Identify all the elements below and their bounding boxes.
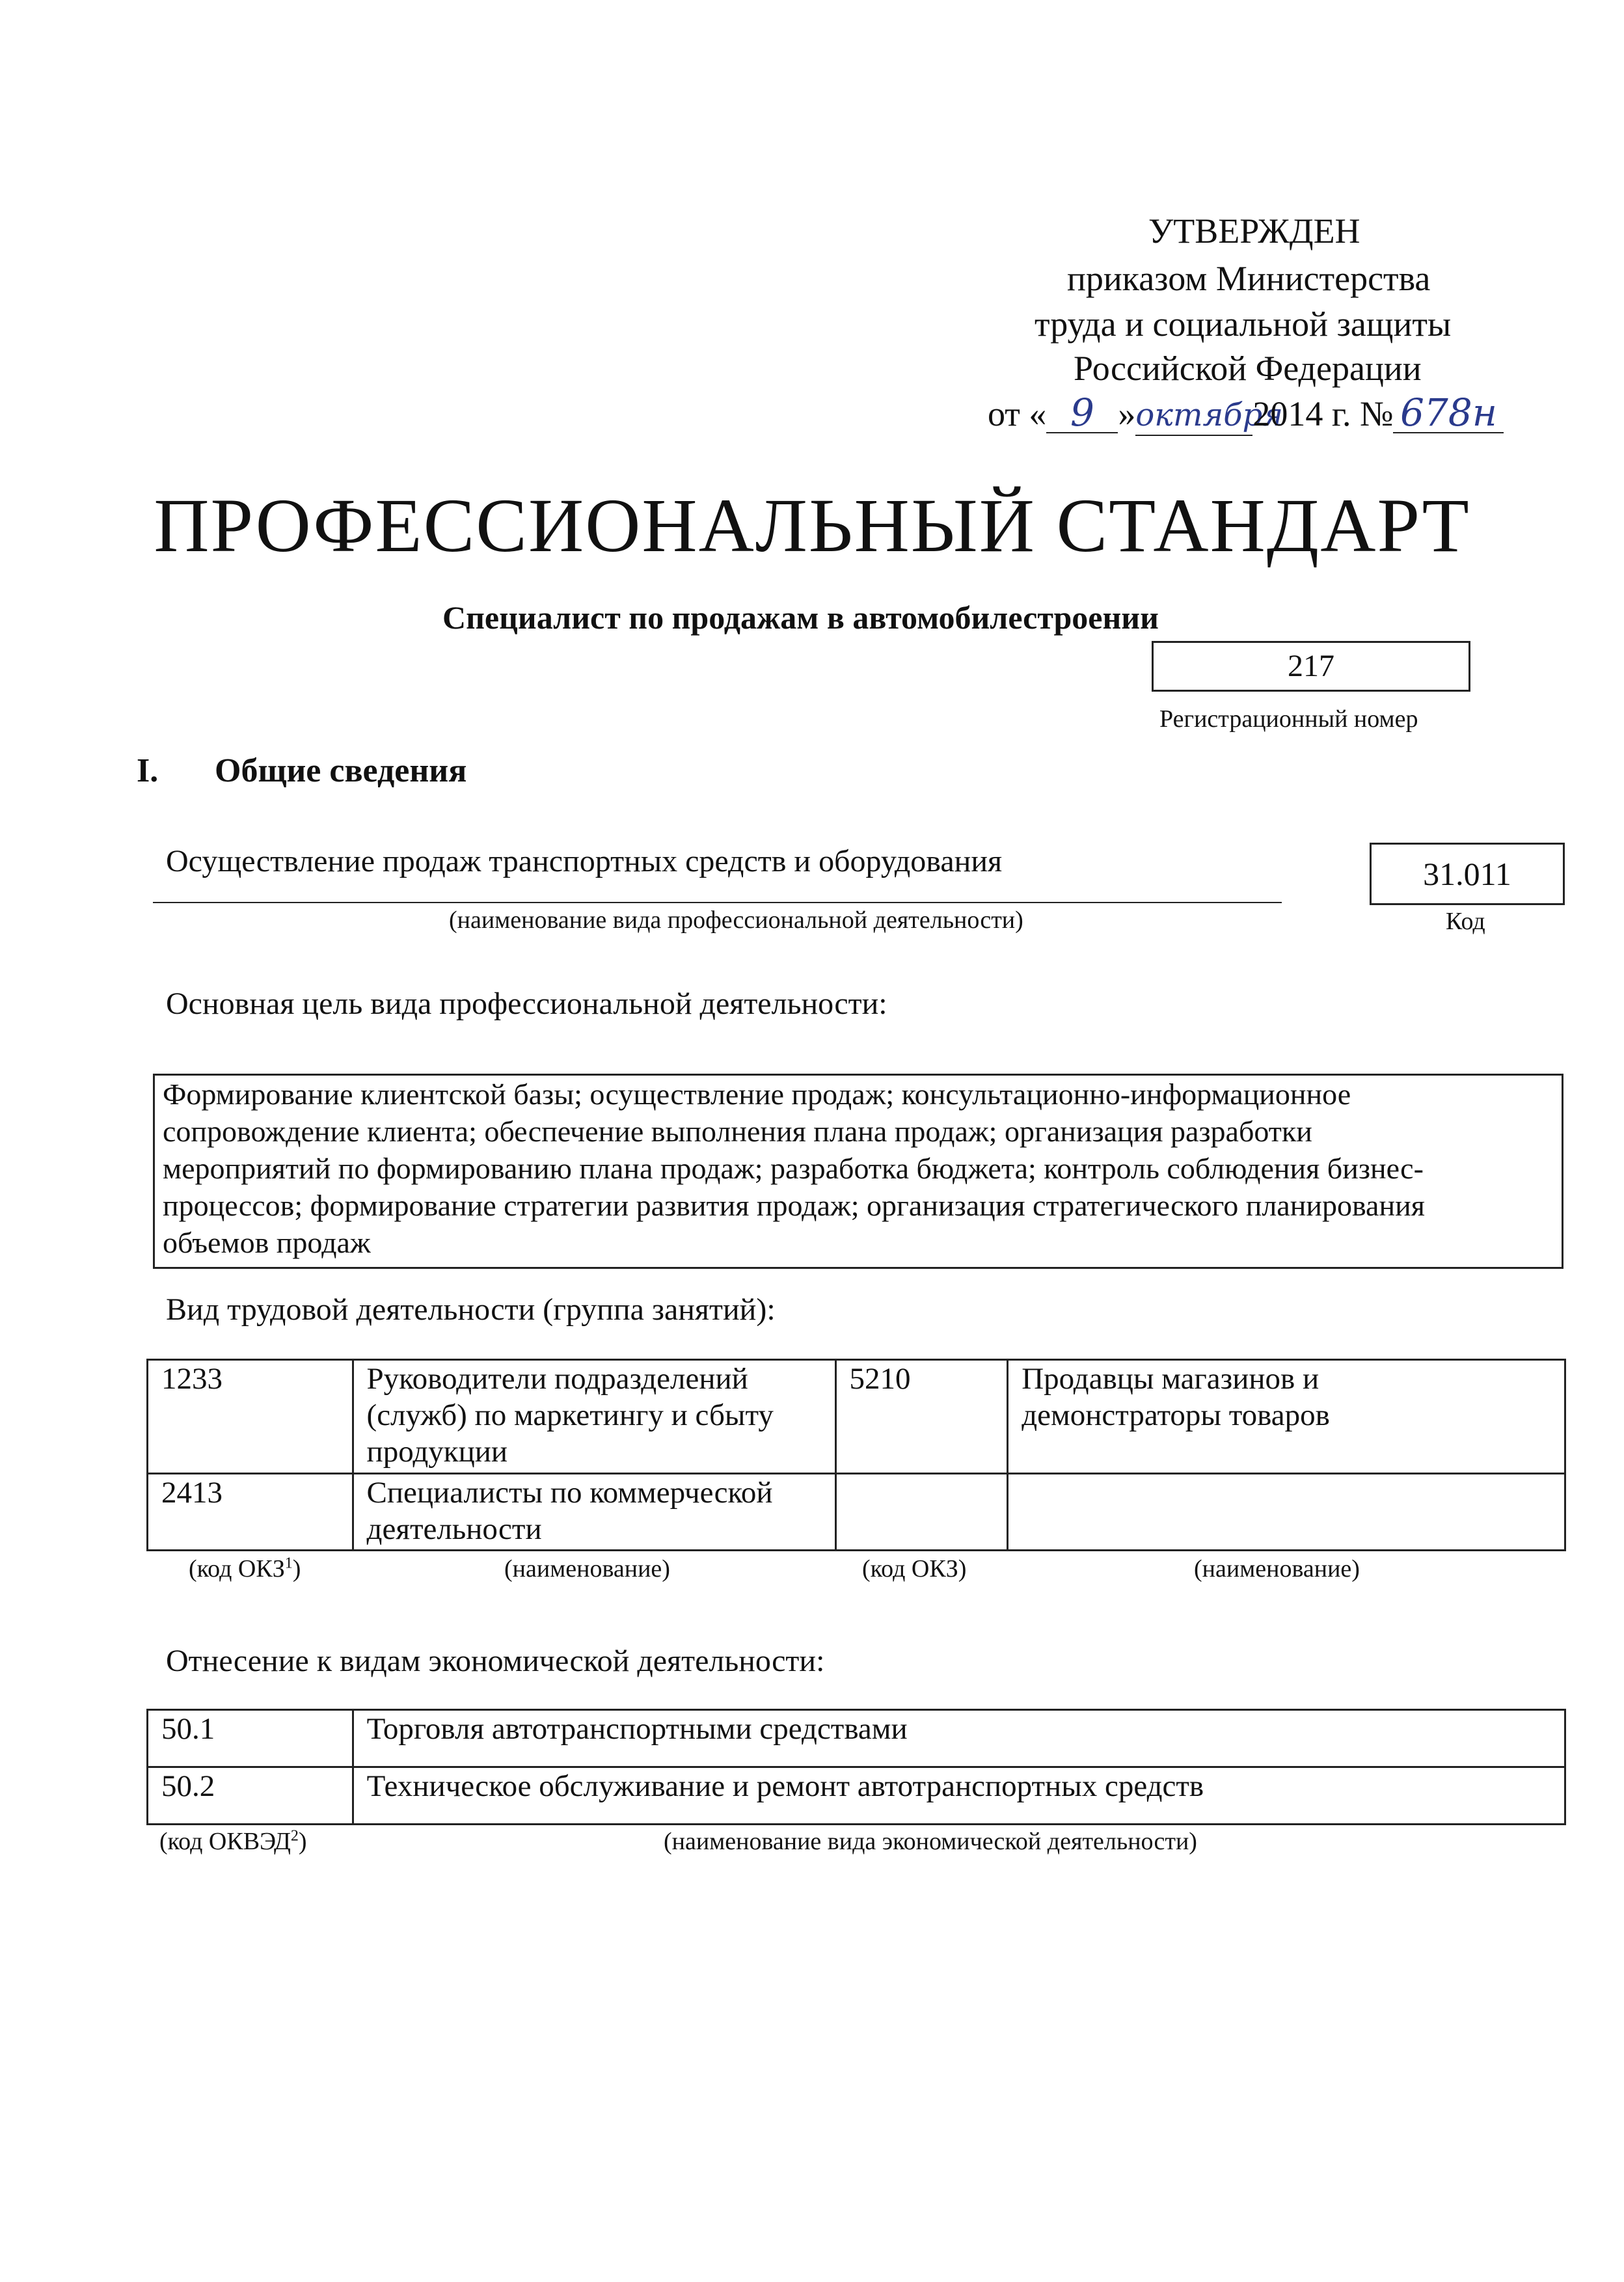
okz-code-cell: 2413 [148,1474,353,1551]
okz-name-line: деятельности [366,1512,542,1546]
okved-code-caption: (код ОКВЭД$^2$) [159,1827,307,1855]
okz-code-cell: 1233 [148,1360,353,1474]
okz-name-line: Специалисты по коммерческой [366,1476,773,1510]
economic-table [146,1709,1566,1825]
okved-code-cell: 50.1 [148,1710,353,1767]
goal-line: сопровождение клиента; обеспечение выполнения плана продаж; организация разработки [163,1115,1312,1148]
okz-name-cell [1008,1360,1565,1474]
approval-status: УТВЕРЖДЕН [1148,211,1360,251]
activity-underline [153,902,1282,903]
okz-name-line: демонстраторы товаров [1022,1398,1330,1432]
okz-code-cell: 5210 [835,1360,1008,1474]
activity-name: Осуществление продаж транспортных средств и оборудования [166,844,1003,878]
economic-heading: Отнесение к видам экономической деятельности: [166,1644,825,1678]
table-row [148,1710,1565,1767]
document-subtitle: Специалист по продажам в автомобилестроении [442,599,1159,636]
okz-code-caption-2: (код ОКЗ) [862,1555,967,1582]
goal-line: процессов; формирование стратегии развития продаж; организация стратегического планирования [163,1189,1425,1222]
okz-name-caption: (наименование) [504,1555,670,1582]
occupations-heading: Вид трудовой деятельности (группа занятий): [166,1292,776,1327]
date-year: 2014 г. № [1252,394,1394,433]
okz-name-caption-2: (наименование) [1194,1555,1360,1582]
occupations-table [146,1359,1566,1551]
section-number: I. [137,752,159,789]
date-mid: » [1118,394,1136,433]
registration-number-box: 217 [1152,641,1470,692]
activity-code-caption: Код [1446,908,1485,935]
okz-code-caption: (код ОКЗ$^1$) [189,1555,301,1582]
goal-line: объемов продаж [163,1226,371,1259]
okz-name-cell [1008,1474,1565,1551]
page-title: ПРОФЕССИОНАЛЬНЫЙ СТАНДАРТ [154,483,1470,568]
okz-name-line: (служб) по маркетингу и сбыту [366,1398,774,1432]
order-number: 678н [1393,393,1504,433]
table-row [148,1767,1565,1825]
okved-name-caption: (наименование вида экономической деятельности) [664,1828,1197,1855]
activity-code-box: 31.011 [1370,843,1565,905]
goal-line: мероприятий по формированию плана продаж; разработка бюджета; контроль соблюдения бизнес- [163,1152,1424,1185]
footnote-ref-1: 1 [284,1555,293,1572]
activity-name-caption: (наименование вида профессиональной деятельности) [449,906,1023,934]
table-row [148,1360,1565,1474]
okz-code-cell [835,1474,1008,1551]
goal-heading: Основная цель вида профессиональной деятельности: [166,986,887,1021]
okz-name-cell [353,1474,835,1551]
footnote-ref-2: 2 [290,1827,299,1845]
table-row [148,1474,1565,1551]
date-day: 9 [1046,393,1118,433]
okved-code-cell: 50.2 [148,1767,353,1825]
okved-name-cell: Техническое обслуживание и ремонт автотранспортных средств [353,1767,1565,1825]
approval-line-1: приказом Министерства [1067,259,1431,298]
okz-name-line: Продавцы магазинов и [1022,1362,1320,1396]
section-title: Общие сведения [215,752,467,789]
goal-line: Формирование клиентской базы; осуществление продаж; консультационно-информационное [163,1078,1351,1111]
date-month: октября [1135,396,1252,436]
goal-box [153,1074,1563,1269]
okz-name-line: Руководители подразделений [366,1362,748,1396]
approval-line-3: Российской Федерации [1074,349,1422,388]
registration-number-label: Регистрационный номер [1159,705,1418,733]
okz-name-cell [353,1360,835,1474]
approval-date-line [988,390,1504,436]
date-prefix: от « [988,394,1047,433]
section-heading [137,752,467,790]
okz-name-line: продукции [366,1435,508,1469]
okved-name-cell: Торговля автотранспортными средствами [353,1710,1565,1767]
approval-line-2: труда и социальной защиты [1035,305,1452,344]
